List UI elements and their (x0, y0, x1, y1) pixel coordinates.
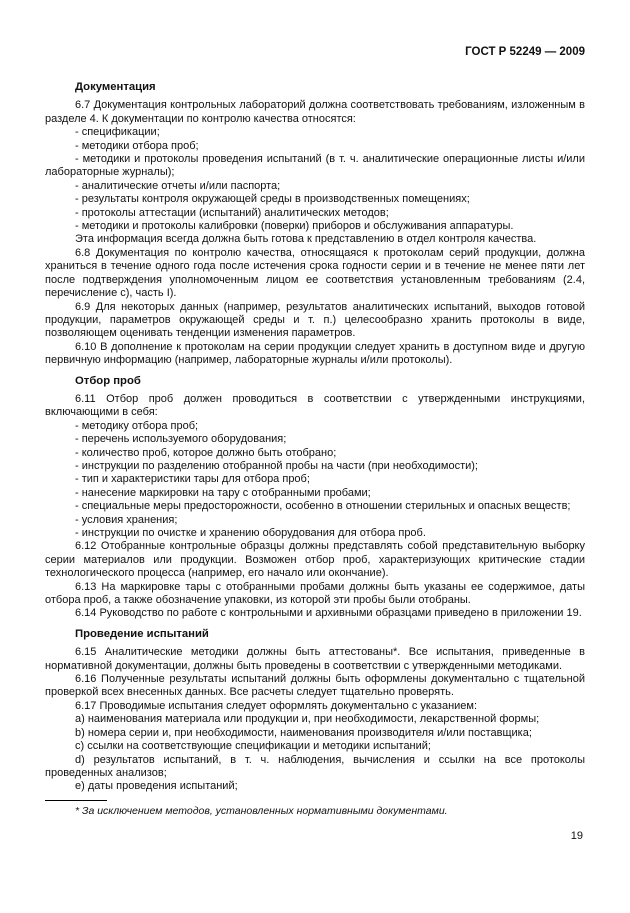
list-item: - количество проб, которое должно быть отобрано; (75, 446, 337, 459)
list-item: e) даты проведения испытаний; (75, 780, 238, 793)
section-heading-testing: Проведение испытаний (75, 627, 209, 640)
list-item: - аналитические отчеты и/или паспорта; (75, 179, 281, 192)
footnote-text: * За исключением методов, установленных нормативными документами. (75, 805, 448, 817)
paragraph-6-12: 6.12 Отобранные контрольные образцы должны представлять собой представительную выборку серии материалов или продукции. Возможен отбор проб, характеризующих критические стадии технологического процесса (например, его начало или окончание). (45, 540, 585, 580)
paragraph-6-11: 6.11 Отбор проб должен проводиться в соответствии с утвержденными инструкциями, включающими в себя: (45, 392, 585, 419)
list-item: - методики и протоколы калибровки (поверки) приборов и обслуживания аппаратуры. (75, 220, 514, 233)
list-item: - нанесение маркировки на тару с отобранными пробами; (75, 486, 371, 499)
paragraph-6-9: 6.9 Для некоторых данных (например, результатов аналитических испытаний, выходов готовой продукции, параметров окружающей среды и т. п.) целесообразно хранить протоколы в виде, позволяющем оценивать тенденции изменения параметров. (45, 300, 585, 340)
list-item: - инструкции по разделению отобранной пробы на части (при необходимости); (75, 459, 478, 472)
paragraph-6-13: 6.13 На маркировке тары с отобранными пробами должны быть указаны ее содержимое, даты отбора проб, а также обозначение упаковки, из которой эти пробы были отобраны. (45, 580, 585, 607)
list-item: - перечень используемого оборудования; (75, 433, 287, 446)
document-content (45, 46, 585, 794)
section-heading-documentation: Документация (75, 81, 156, 93)
section-heading-sampling: Отбор проб (75, 374, 141, 387)
list-item: - специальные меры предосторожности, особенно в отношении стерильных и опасных веществ; (75, 500, 571, 513)
paragraph-6-10: 6.10 В дополнение к протоколам на серии продукции следует хранить в доступном виде и другую первичную информацию (например, лабораторные журналы и/или протоколы). (45, 340, 585, 367)
paragraph-6-17: 6.17 Проводимые испытания следует оформлять документально с указанием: (75, 699, 478, 712)
list-item: d) результатов испытаний, в т. ч. наблюдения, вычисления и ссылки на все протоколы проведенных анализов; (45, 753, 585, 779)
list-item: - результаты контроля окружающей среды в производственных помещениях; (75, 193, 470, 206)
list-item: - спецификации; (75, 126, 160, 139)
paragraph-6-14: 6.14 Руководство по работе с контрольными и архивными образцами приведено в приложении 19. (75, 607, 582, 620)
list-item: - протоколы аттестации (испытаний) аналитических методов; (75, 206, 389, 219)
list-item: - методики отбора проб; (75, 139, 199, 152)
doc-code-header: ГОСТ Р 52249 — 2009 (465, 46, 585, 58)
list-item: b) номера серии и, при необходимости, наименования производителя и/или поставщика; (75, 726, 532, 739)
list-item: - тип и характеристики тары для отбора проб; (75, 473, 310, 486)
paragraph-note: Эта информация всегда должна быть готова к представлению в отдел контроля качества. (75, 233, 537, 246)
list-item: a) наименования материала или продукции и, при необходимости, лекарственной формы; (75, 713, 540, 726)
list-item: - условия хранения; (75, 513, 178, 526)
list-item: - методики и протоколы проведения испытаний (в т. ч. аналитические операционные листы и/или лабораторные журналы); (45, 153, 585, 179)
paragraph-6-16: 6.16 Полученные результаты испытаний должны быть оформлены документально с тщательной проверкой всех внесенных данных. Все расчеты следует тщательно проверять. (45, 673, 585, 699)
paragraph-6-8: 6.8 Документация по контролю качества, относящаяся к протоколам серий продукции, должна храниться в течение одного года после истечения срока годности серии и в течение не менее пяти лет после подтверждения уполномоченным лицом ее соответствия установленным требованиям (2.4, перечисление c), часть I). (45, 246, 585, 300)
footnote-rule (45, 800, 107, 801)
list-item: - методику отбора проб; (75, 419, 199, 432)
paragraph-6-7: 6.7 Документация контрольных лабораторий должна соответствовать требованиям, изложенным в разделе 4. К документации по контролю качества относятся: (45, 99, 585, 125)
list-item: c) ссылки на соответствующие спецификации и методики испытаний; (75, 740, 431, 753)
paragraph-6-15: 6.15 Аналитические методики должны быть аттестованы*. Все испытания, приведенные в нормативной документации, должны быть проведены в соответствии с утвержденными методиками. (45, 646, 585, 672)
list-item: - инструкции по очистке и хранению оборудования для отбора проб. (75, 527, 426, 539)
page-number: 19 (570, 830, 583, 842)
footnote (45, 800, 585, 818)
